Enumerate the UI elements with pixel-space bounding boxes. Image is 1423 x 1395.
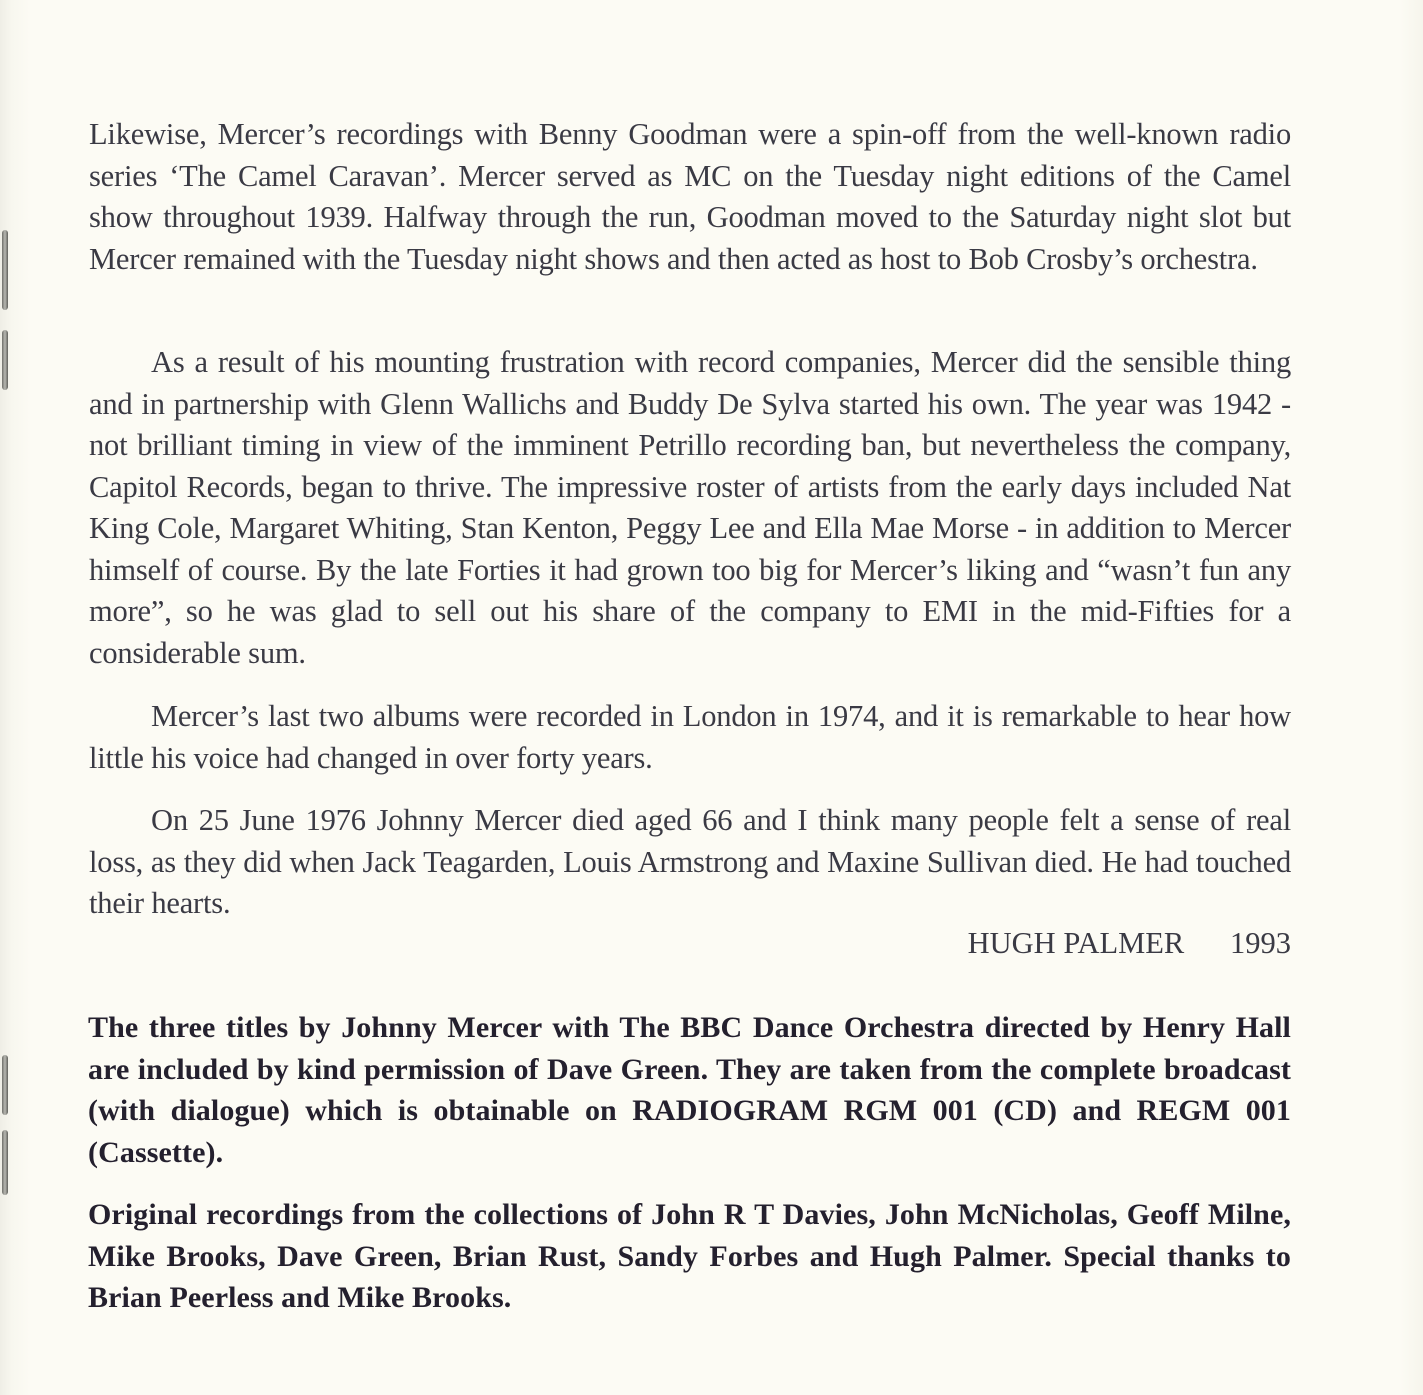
signature-year: 1993 (1230, 926, 1291, 960)
signature-author: HUGH PALMER (967, 926, 1185, 960)
paragraph-camel-caravan: Likewise, Mercer’s recordings with Benny Goodman were a spin-off from the well-known radio series ‘The Camel Caravan’. Mercer served as MC on the Tuesday night editions of the Camel show throughout 1939. Halfway through the run, Goodman moved to the Saturday night slot but Mercer remained with the Tuesday night shows and then acted as host to Bob Crosby’s orchestra. (89, 117, 1291, 276)
paragraph-death: On 25 June 1976 Johnny Mercer died aged 66 and I think many people felt a sense of real loss, as they did when Jack Teagarden, Louis Armstrong and Maxine Sullivan died. He had touched their hearts. (89, 803, 1291, 920)
staple-bottom (2, 1055, 8, 1115)
paragraph-block-3 (89, 696, 1291, 779)
paragraph-block-1 (89, 114, 1291, 280)
paragraph-block-2 (89, 342, 1291, 674)
paragraph-last-albums: Mercer’s last two albums were recorded in London in 1974, and it is remarkable to hear how little his voice had changed in over forty years. (89, 699, 1291, 775)
staple-top-lower (2, 330, 8, 390)
staple-top (2, 230, 8, 310)
note-bbc-dance-orchestra: The three titles by Johnny Mercer with The BBC Dance Orchestra directed by Henry Hall are included by kind permission of Dave Green. They are taken from the complete broadcast (with dialogue) which is obtainable on RADIOGRAM RGM 001 (CD) and REGM 001 (Cassette). (88, 1011, 1291, 1169)
staple-bottom-lower (2, 1130, 8, 1195)
note-original-recordings: Original recordings from the collections of John R T Davies, John McNicholas, Geoff Milne, Mike Brooks, Dave Green, Brian Rust, Sandy Forbes and Hugh Palmer. Special thanks to Brian Peerless and Mike Brooks. (88, 1198, 1291, 1314)
signature-line (968, 926, 1291, 961)
paragraph-capitol-records: As a result of his mounting frustration with record companies, Mercer did the sensible thing and in partnership with Glenn Wallichs and Buddy De Sylva started his own. The year was 1942 - not brilliant timing in view of the imminent Petrillo recording ban, but nevertheless the company, Capitol Records, began to thrive. The impressive roster of artists from the early days included Nat King Cole, Margaret Whiting, Stan Kenton, Peggy Lee and Ella Mae Morse - in addition to Mercer himself of course. By the late Forties it had grown too big for Mercer’s liking and “wasn’t fun any more”, so he was glad to sell out his share of the company to EMI in the mid-Fifties for a considerable sum. (89, 345, 1291, 670)
paragraph-block-4 (89, 800, 1291, 925)
